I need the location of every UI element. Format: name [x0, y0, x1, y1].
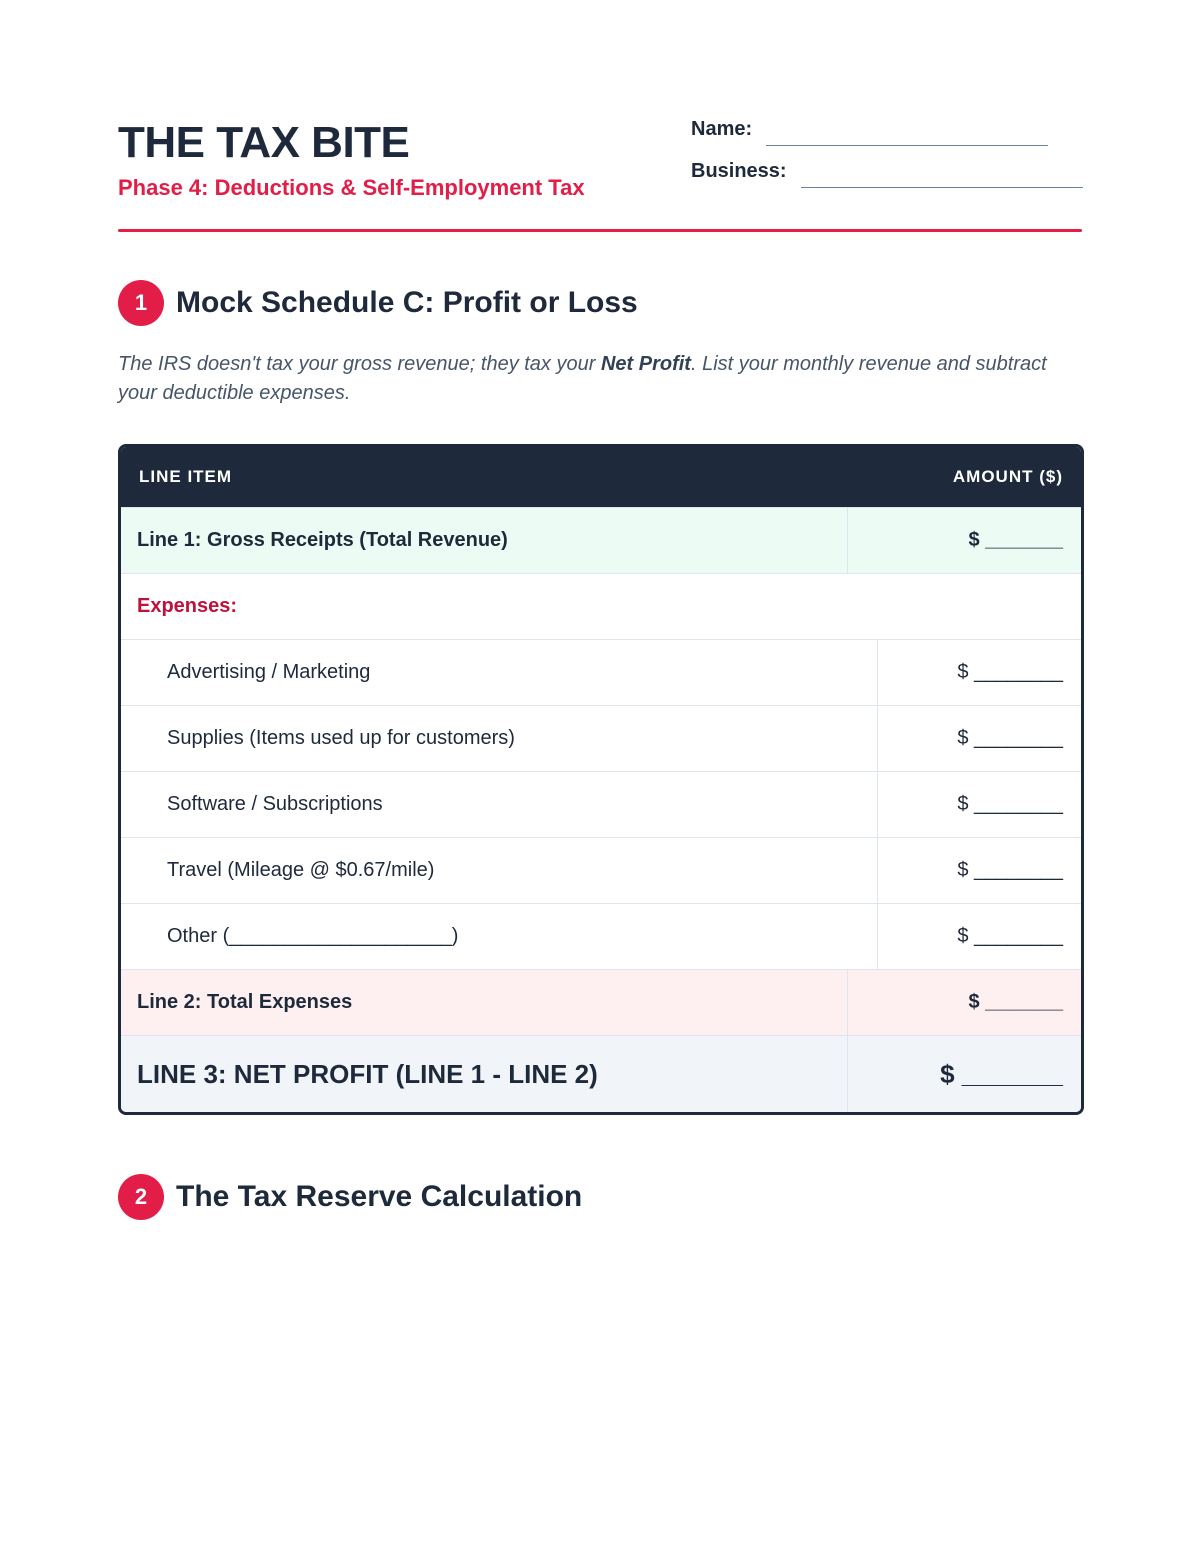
table-row: [121, 771, 1081, 837]
page-subtitle: Phase 4: Deductions & Self-Employment Tax: [118, 175, 585, 200]
section-number-badge: 2: [118, 1174, 164, 1220]
amount-blank[interactable]: $ ________: [877, 838, 1081, 903]
row-label: LINE 3: NET PROFIT (LINE 1 - LINE 2): [137, 1058, 598, 1089]
amount-blank[interactable]: $ ________: [877, 904, 1081, 969]
table-row: [121, 639, 1081, 705]
row-label: Travel (Mileage @ $0.67/mile): [167, 859, 435, 881]
intro-emphasis: Net Profit: [600, 353, 691, 375]
header-divider: [118, 229, 1082, 232]
section-2-heading: [118, 1174, 582, 1220]
worksheet-page: [118, 0, 1082, 1213]
business-label: Business:: [691, 160, 787, 182]
amount-blank[interactable]: $ ________: [877, 706, 1081, 771]
table-row: [121, 705, 1081, 771]
row-label: Advertising / Marketing: [167, 661, 371, 683]
intro-text: The IRS doesn't tax your gross revenue; they tax your: [118, 353, 601, 375]
section-1-heading: [118, 280, 638, 326]
intro-text-end: . List your monthly revenue and subtract your deductible expenses.: [118, 353, 1047, 404]
net-profit-row: [121, 1035, 1081, 1112]
section-number-badge: 1: [118, 280, 164, 326]
column-header-line-item: LINE ITEM: [139, 467, 233, 486]
section-intro: [118, 350, 1082, 408]
worksheet-header: [118, 0, 1082, 232]
table-row: [121, 903, 1081, 969]
row-label: Line 1: Gross Receipts (Total Revenue): [137, 529, 508, 551]
schedule-c-table: [118, 444, 1084, 1115]
table-header: [121, 447, 1081, 507]
name-input-line[interactable]: [766, 144, 1048, 146]
gross-receipts-row: [121, 507, 1081, 573]
amount-blank[interactable]: $ _______: [847, 970, 1081, 1035]
amount-blank[interactable]: $ ________: [877, 772, 1081, 837]
row-label: Software / Subscriptions: [167, 793, 383, 815]
business-field[interactable]: [691, 160, 1083, 183]
expenses-heading-row: [121, 573, 1081, 639]
row-label: Expenses:: [137, 595, 238, 617]
row-label: Line 2: Total Expenses: [137, 991, 353, 1013]
row-label[interactable]: Other (____________________): [167, 925, 459, 947]
amount-blank[interactable]: $ _______: [847, 1036, 1081, 1112]
business-input-line[interactable]: [801, 186, 1083, 188]
page-title: THE TAX BITE: [118, 118, 410, 167]
amount-blank[interactable]: $ ________: [877, 640, 1081, 705]
name-field[interactable]: [691, 118, 1048, 141]
total-expenses-row: [121, 969, 1081, 1035]
amount-blank[interactable]: $ _______: [847, 508, 1081, 573]
section-title: The Tax Reserve Calculation: [176, 1180, 583, 1213]
row-label: Supplies (Items used up for customers): [167, 727, 515, 749]
column-header-amount: AMOUNT ($): [952, 467, 1063, 486]
table-row: [121, 837, 1081, 903]
section-title: Mock Schedule C: Profit or Loss: [176, 286, 638, 319]
name-label: Name:: [691, 118, 753, 140]
